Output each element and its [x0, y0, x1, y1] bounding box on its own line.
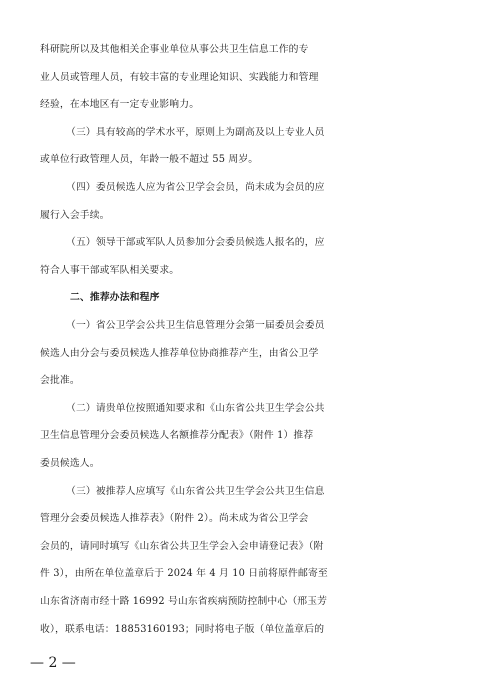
page-number: — 2 — [30, 655, 76, 671]
text-line-15: 卫生信息管理分会委员候选人名额推荐分配表》（附件 1）推荐 [40, 430, 314, 442]
text-line-20: 件 3），由所在单位盖章后于 2024 年 4 月 10 日前将原件邮寄至 [40, 568, 328, 580]
section-heading: 二、推荐办法和程序 [70, 292, 160, 304]
text-line-5: 或单位行政管理人员，年龄一般不超过 55 周岁。 [40, 154, 259, 166]
text-line-1: 科研院所以及其他相关企事业单位从事公共卫生信息工作的专 [40, 44, 309, 55]
text-line-13: 会批准。 [40, 375, 80, 387]
text-line-6: （四）委员候选人应为省公卫学会会员，尚未成为会员的应 [66, 182, 325, 193]
text-line-3: 经验，在本地区有一定专业影响力。 [40, 99, 200, 111]
text-line-12: 候选人由分会与委员候选人推荐单位协商推荐产生，由省公卫学 [40, 347, 319, 359]
text-line-2: 业人员或管理人员，有较丰富的专业理论知识、实践能力和管理 [40, 71, 319, 83]
text-line-17: （三）被推荐人应填写《山东省公共卫生学会公共卫生信息 [66, 485, 325, 497]
text-line-9: 符合人事干部或军队相关要求。 [40, 264, 180, 276]
text-line-14: （二）请贵单位按照通知要求和《山东省公共卫生学会公共 [66, 402, 325, 414]
text-line-19: 会员的，请同时填写《山东省公共卫生学会入会申请登记表》（附 [40, 540, 324, 552]
text-line-22: 收），联系电话：18853160193；同时将电子版（单位盖章后的 [40, 623, 325, 635]
text-line-7: 履行入会手续。 [40, 209, 110, 221]
text-line-11: （一）省公卫学会公共卫生信息管理分会第一届委员会委员 [66, 320, 325, 331]
text-line-16: 委员候选人。 [40, 458, 100, 469]
text-line-8: （五）领导干部或军队人员参加分会委员候选人报名的，应 [66, 237, 325, 249]
text-line-4: （三）具有较高的学术水平，原则上为副高及以上专业人员 [66, 126, 325, 138]
text-line-21: 山东省济南市经十路 16992 号山东省疾病预防控制中心（邢玉芳 [40, 596, 328, 607]
text-line-18: 管理分会委员候选人推荐表》（附件 2）。尚未成为省公卫学会 [40, 513, 309, 525]
